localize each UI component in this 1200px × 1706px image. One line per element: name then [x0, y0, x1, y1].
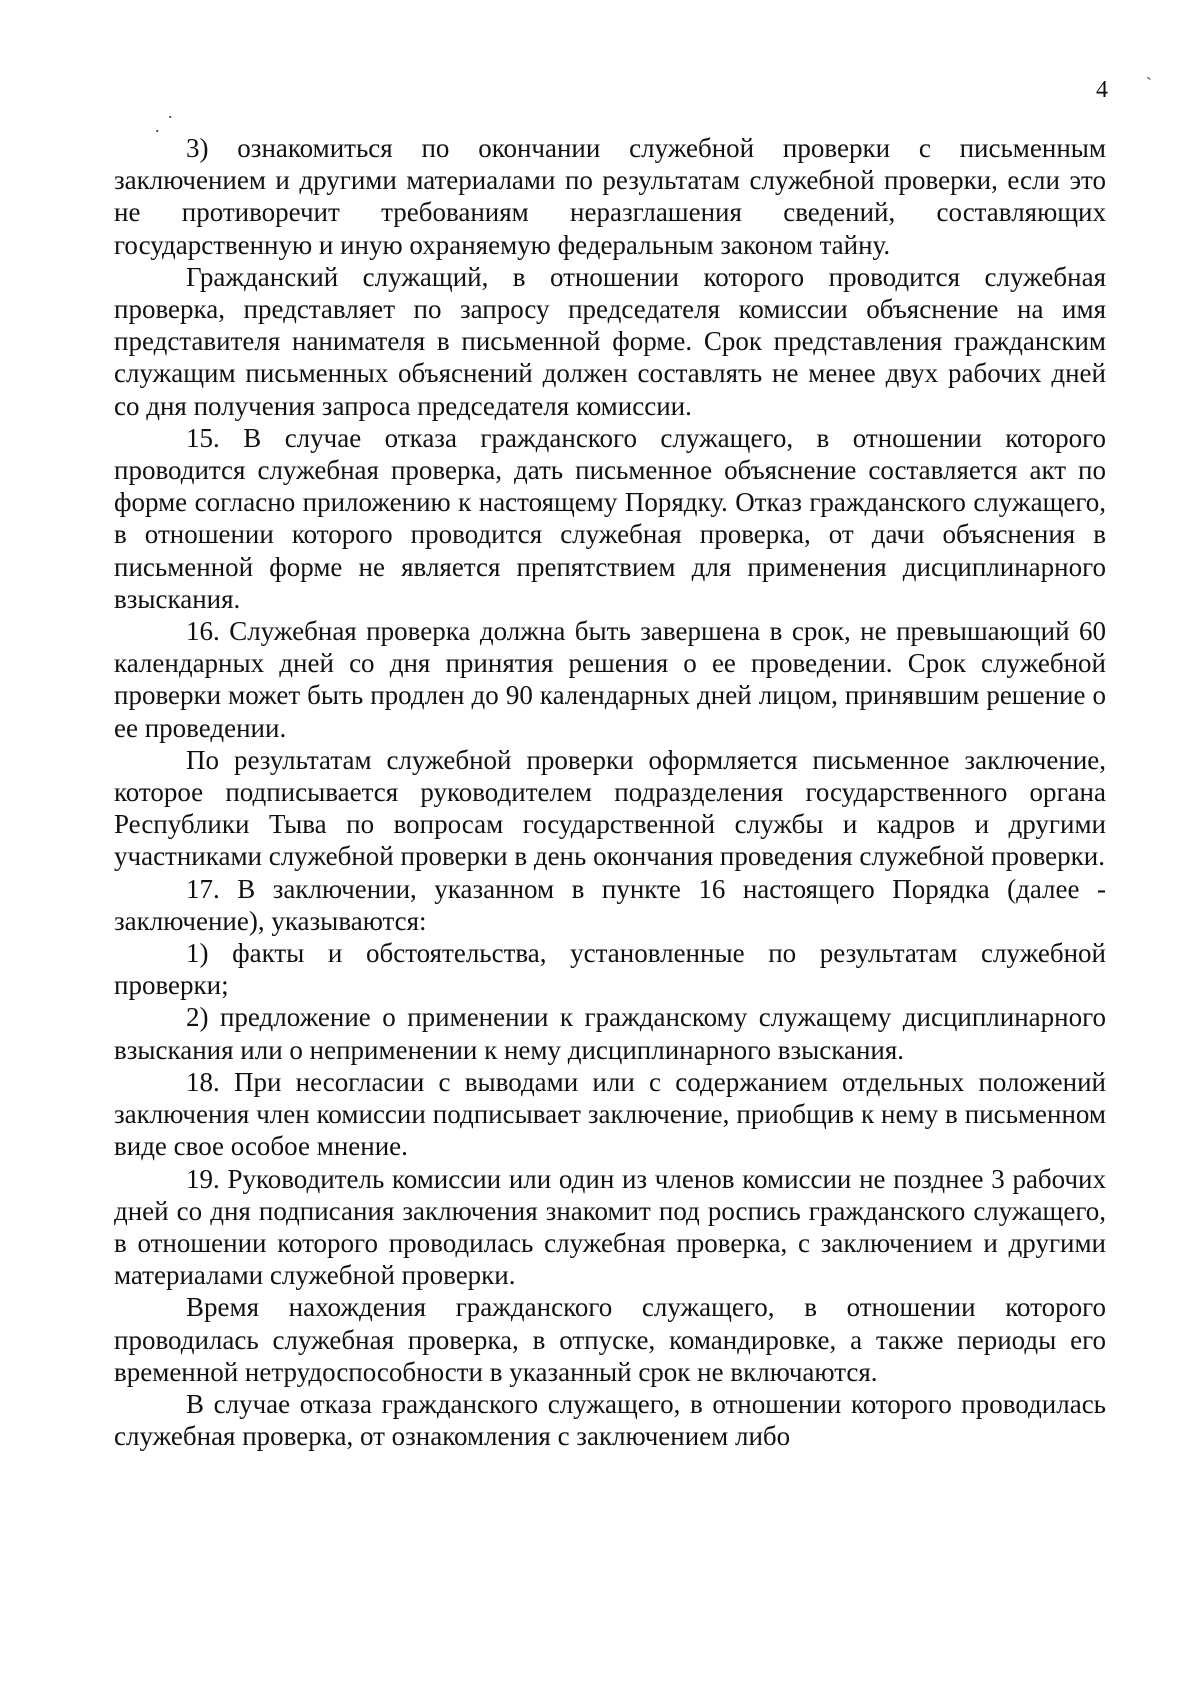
scan-mark: .: [155, 116, 160, 136]
paragraph: 19. Руководитель комиссии или один из членов комиссии не позднее 3 рабочих дней со дня подписания заключения знакомит под роспись гражданского служащего, в отношении которого проводилась служебная проверка, с заключением и другими материалами служебной проверки.: [114, 1163, 1106, 1291]
paragraph: Время нахождения гражданского служащего, в отношении которого проводилась служебная проверка, в отпуске, командировке, а также периоды его временной нетрудоспособности в указанный срок не включаются.: [114, 1292, 1106, 1387]
page-number: 4: [1096, 77, 1108, 103]
paragraph: По результатам служебной проверки оформляется письменное заключение, которое подписывается руководителем подразделения государственного органа Республики Тыва по вопросам государственной службы и кадров и другими участниками служебной проверки в день окончания проведения служебной проверки.: [114, 744, 1106, 872]
paragraph: 17. В заключении, указанном в пункте 16 настоящего Порядка (далее - заключение), указываются:: [114, 873, 1106, 936]
paragraph: 3) ознакомиться по окончании служебной проверки с письменным заключением и другими материалами по результатам служебной проверки, если это не противоречит требованиям неразглашения сведений, составляющих государственную и иную охраняемую федеральным законом тайну.: [114, 133, 1106, 260]
scan-mark: `: [1146, 74, 1152, 94]
scan-mark: .: [168, 102, 173, 122]
document-body: [114, 132, 1106, 1452]
paragraph: 16. Служебная проверка должна быть завершена в срок, не превышающий 60 календарных дней со дня принятия решения о ее проведении. Срок служебной проверки может быть продлен до 90 календарных дней лицом, принявшим решение о ее проведении.: [114, 616, 1106, 743]
paragraph: Гражданский служащий, в отношении которого проводится служебная проверка, представляет по запросу председателя комиссии объяснение на имя представителя нанимателя в письменной форме. Срок представления гражданским служащим письменных объяснений должен составлять не менее двух рабочих дней со дня получения запроса председателя комиссии.: [114, 261, 1106, 421]
paragraph: 2) предложение о применении к гражданскому служащему дисциплинарного взыскания или о неприменении к нему дисциплинарного взыскания.: [114, 1002, 1106, 1065]
paragraph: 1) факты и обстоятельства, установленные по результатам служебной проверки;: [114, 938, 1106, 1001]
paragraph: 18. При несогласии с выводами или с содержанием отдельных положений заключения член комиссии подписывает заключение, приобщив к нему в письменном виде свое особое мнение.: [114, 1066, 1106, 1162]
paragraph: 15. В случае отказа гражданского служащего, в отношении которого проводится служебная проверка, дать письменное объяснение составляется акт по форме согласно приложению к настоящему Порядку. Отказ гражданского служащего, в отношении которого проводится служебная проверка, от дачи объяснения в письменной форме не является препятствием для применения дисциплинарного взыскания.: [114, 422, 1106, 614]
paragraph: В случае отказа гражданского служащего, в отношении которого проводилась служебная проверка, от ознакомления с заключением либо: [114, 1388, 1106, 1452]
